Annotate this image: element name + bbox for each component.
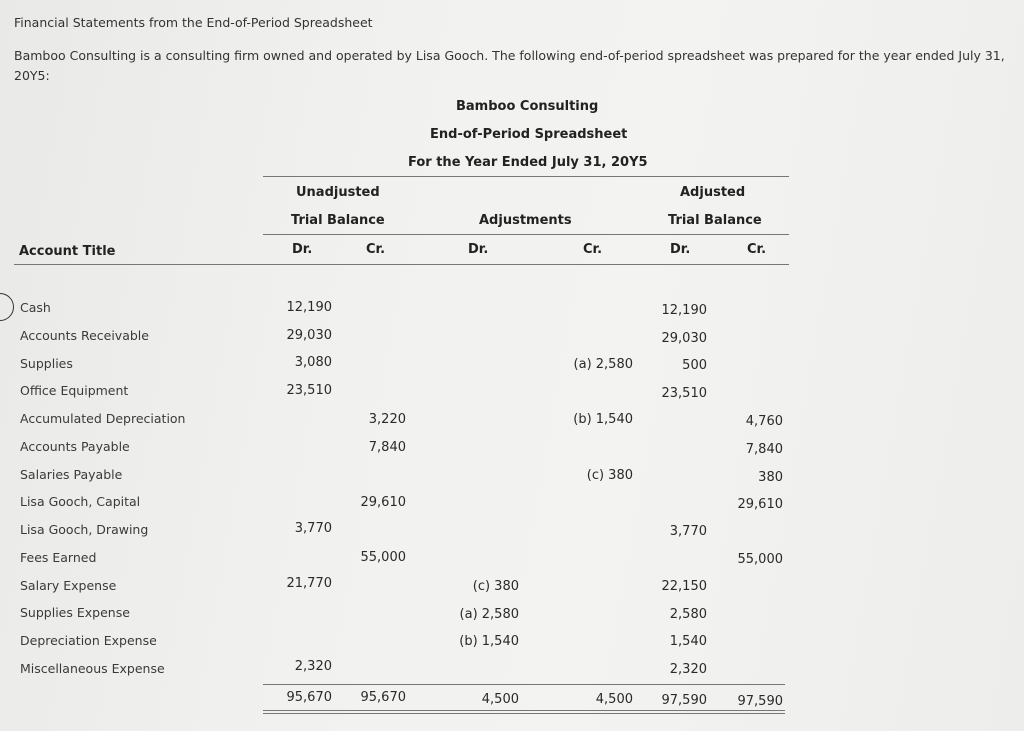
cell-atb-dr: 29,030 <box>661 330 707 346</box>
cell-adj-cr: (c) 380 <box>586 467 633 483</box>
cell-atb-dr: 23,510 <box>661 385 707 401</box>
cell-atb-cr: 380 <box>758 469 783 485</box>
cell-atb-dr: 12,190 <box>661 303 707 318</box>
account-title-cell: Depreciation Expense <box>20 633 157 648</box>
header-atb-cr: Cr. <box>747 242 767 257</box>
cell-adj-cr: (a) 2,580 <box>573 357 633 373</box>
account-title-cell: Miscellaneous Expense <box>20 660 165 676</box>
totals-top-rule <box>263 684 785 685</box>
cell-utb-dr: 29,030 <box>286 327 332 343</box>
header-account-title: Account Title <box>19 244 116 259</box>
cell-atb-cr: 29,610 <box>737 497 783 513</box>
totals-double-rule-1 <box>263 710 785 711</box>
totals-double-rule-2 <box>263 713 785 714</box>
intro-paragraph: Bamboo Consulting is a consulting firm owned and operated by Lisa Gooch. The following end-of-period spreadsheet was prepared for the year ended July 31, 20Y5: <box>14 48 1005 83</box>
total-atb-dr: 97,590 <box>661 693 707 708</box>
account-title-cell: Salaries Payable <box>20 466 123 482</box>
cell-utb-dr: 3,080 <box>294 355 332 371</box>
cell-adj-dr: (b) 1,540 <box>459 634 519 650</box>
total-adj-dr: 4,500 <box>481 692 519 707</box>
header-utb-cr: Cr. <box>366 242 386 257</box>
account-title-cell: Lisa Gooch, Capital <box>20 494 141 510</box>
cell-utb-dr: 2,320 <box>294 658 332 674</box>
account-title-cell: Supplies <box>20 355 73 371</box>
total-utb-cr: 95,670 <box>360 690 406 705</box>
total-atb-cr: 97,590 <box>737 694 783 709</box>
cell-atb-dr: 1,540 <box>669 634 707 650</box>
header-top-rule <box>263 176 789 177</box>
cell-atb-cr: 4,760 <box>745 414 783 430</box>
cell-atb-cr: 7,840 <box>745 442 783 457</box>
header-adjusted-trial-balance: Trial Balance <box>668 213 762 228</box>
account-title-cell: Cash <box>20 300 51 315</box>
cell-utb-dr: 3,770 <box>294 520 332 536</box>
cell-atb-dr: 500 <box>682 358 707 374</box>
account-title-cell: Accounts Payable <box>20 438 130 454</box>
company-name: Bamboo Consulting <box>456 99 599 114</box>
sheet-title: End-of-Period Spreadsheet <box>430 127 628 142</box>
cell-adj-dr: (c) 380 <box>472 579 519 594</box>
cell-atb-dr: 22,150 <box>661 579 707 594</box>
cell-utb-cr: 29,610 <box>360 495 406 511</box>
cell-utb-dr: 23,510 <box>286 382 332 398</box>
cell-atb-cr: 55,000 <box>737 552 783 568</box>
cell-adj-cr: (b) 1,540 <box>573 412 633 428</box>
account-title-cell: Supplies Expense <box>20 605 130 621</box>
header-mid-rule <box>263 234 789 235</box>
account-title-cell: Accounts Receivable <box>20 327 149 343</box>
header-bottom-rule <box>14 264 789 265</box>
cell-atb-dr: 2,580 <box>669 606 707 622</box>
header-adjusted: Adjusted <box>680 185 746 200</box>
account-title-cell: Salary Expense <box>20 577 117 593</box>
account-title-cell: Fees Earned <box>20 549 97 565</box>
page-heading: Financial Statements from the End-of-Period Spreadsheet <box>14 15 373 30</box>
pen-circle-mark <box>0 293 14 321</box>
cell-utb-cr: 55,000 <box>360 550 406 566</box>
header-adjustments: Adjustments <box>479 213 572 228</box>
cell-utb-dr: 12,190 <box>286 300 332 315</box>
sheet-period: For the Year Ended July 31, 20Y5 <box>408 155 648 170</box>
header-adj-dr: Dr. <box>468 242 489 257</box>
total-adj-cr: 4,500 <box>595 692 633 707</box>
header-unadjusted: Unadjusted <box>296 185 380 200</box>
header-trial-balance: Trial Balance <box>291 213 385 228</box>
cell-utb-dr: 21,770 <box>286 576 332 591</box>
total-utb-dr: 95,670 <box>286 690 332 705</box>
cell-atb-dr: 3,770 <box>669 523 707 539</box>
cell-utb-cr: 3,220 <box>368 412 406 428</box>
account-title-cell: Lisa Gooch, Drawing <box>20 522 149 537</box>
account-title-cell: Accumulated Depreciation <box>20 411 186 426</box>
header-utb-dr: Dr. <box>292 242 313 257</box>
header-atb-dr: Dr. <box>670 242 691 257</box>
cell-utb-cr: 7,840 <box>368 440 406 455</box>
cell-atb-dr: 2,320 <box>669 661 707 677</box>
account-title-cell: Office Equipment <box>20 383 129 399</box>
cell-adj-dr: (a) 2,580 <box>459 606 519 622</box>
header-adj-cr: Cr. <box>583 242 603 257</box>
